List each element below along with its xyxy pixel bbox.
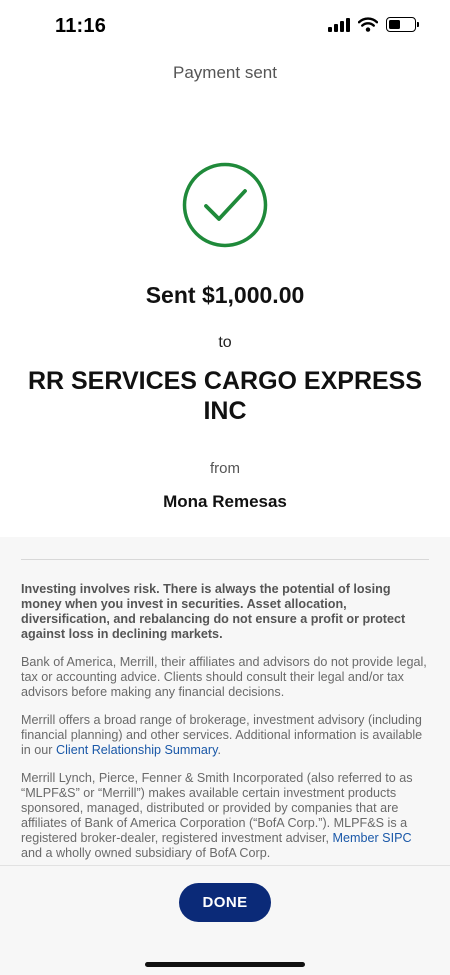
divider: [21, 559, 429, 560]
services-disclosure: Merrill offers a broad range of brokerage, investment advisory (including financial planning) and other services. Additional information is available in our Client Relationship Summary.: [21, 713, 423, 757]
from-label: from: [210, 460, 240, 477]
sender-name: Mona Remesas: [163, 492, 287, 511]
to-label: to: [218, 334, 232, 351]
disclosure-panel[interactable]: [0, 537, 450, 865]
signal-icon: [328, 18, 350, 32]
sent-amount: Sent $1,000.00: [145, 282, 305, 308]
client-relationship-summary-link[interactable]: Client Relationship Summary: [56, 743, 218, 757]
status-time: 11:16: [55, 15, 107, 37]
advice-disclosure: Bank of America, Merrill, their affiliates and advisors do not provide legal, tax or accounting advice. Clients should consult their legal and/or tax advisors before making any financial decisions.: [21, 655, 427, 699]
footer: [0, 865, 450, 975]
mlpfs-disclosure: Merrill Lynch, Pierce, Fenner & Smith Incorporated (also referred to as “MLPF&S” or “Merrill”) makes available certain investment products sponsored, managed, distributed or provided by companies that are affiliates of Bank of America Corporation (“BofA Corp.”). MLPF&S is a registered broker-dealer, registered investment adviser, Member SIPC and a wholly owned subsidiary of BofA Corp.: [21, 771, 413, 860]
status-icons: [328, 17, 416, 32]
page-title: Payment sent: [173, 63, 277, 82]
risk-disclosure: Investing involves risk. There is always the potential of losing money when you invest in securities. Asset allocation, diversification, and rebalancing do not ensure a profit or protect against loss in declining markets.: [21, 582, 406, 641]
disclosure-text: [21, 582, 429, 865]
recipient-name: RR SERVICES CARGO EXPRESS INC: [27, 367, 423, 425]
done-button[interactable]: DONE: [179, 883, 271, 922]
checkmark-circle-icon: [182, 162, 268, 248]
status-bar: [0, 0, 450, 54]
battery-icon: [386, 17, 416, 32]
member-sipc-link[interactable]: Member SIPC: [332, 831, 412, 845]
home-indicator[interactable]: [145, 962, 305, 967]
wifi-icon: [358, 17, 378, 32]
